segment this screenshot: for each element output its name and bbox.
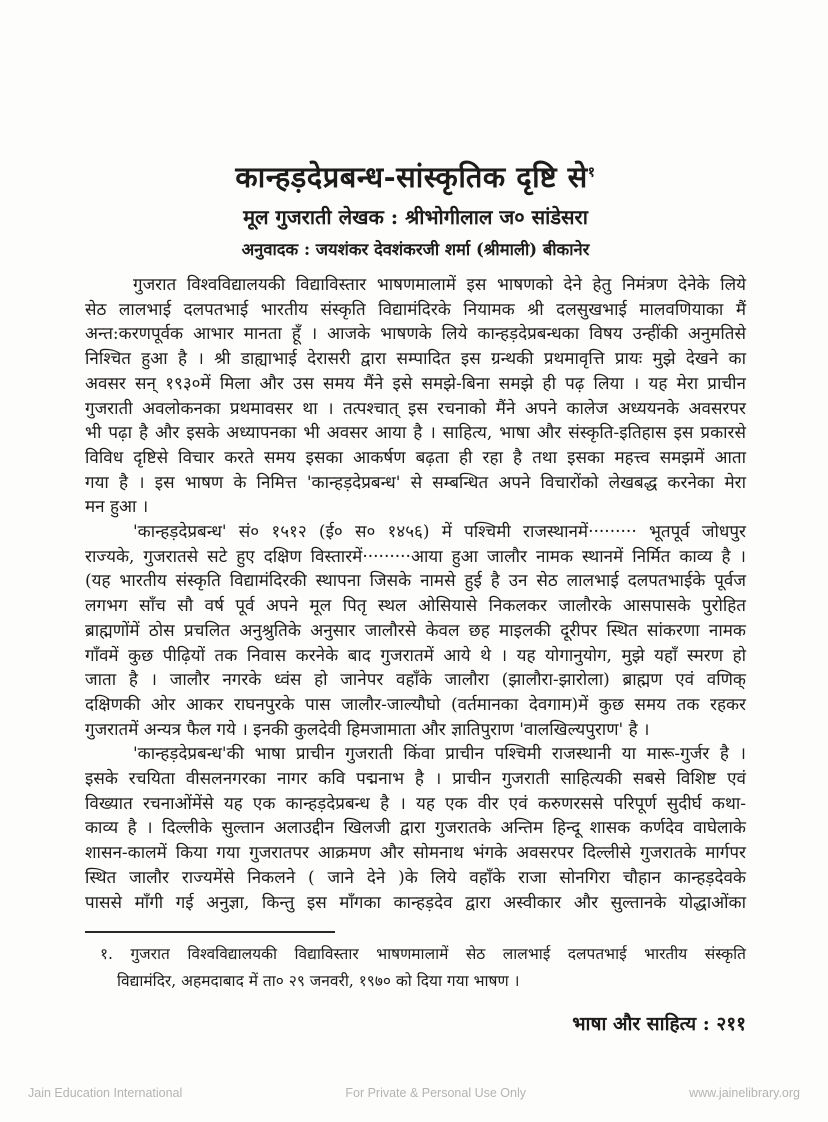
text-line: मन हुआ । <box>85 497 149 518</box>
text-line: दक्षिणकी ओर आकर राघनपुरके पास जालौर-जाल्यौघो (वर्तमानका देवगाम)में कुछ समय तक रहकर <box>85 694 746 715</box>
title-footnote-marker: १ <box>587 164 596 181</box>
text-line: शासन-कालमें किया गया गुजरातपर आक्रमण और सोमनाथ भंगके अवसरपर दिल्लीसे गुजरातके मार्गपर <box>85 843 746 864</box>
text-line: गुजरात विश्वविद्यालयकी विद्याविस्तार भाषणमालामें इस भाषणको देने हेतु निमंत्रण देनेके लिये <box>133 275 746 295</box>
text-line: अन्त:करणपूर्वक आभार मानता हूँ । आजके भाषणके लिये कान्हड़देप्रबन्धका विषय उन्हींकी अनुमतिसे <box>85 324 746 345</box>
text-line: ब्राह्मणोंमें ठोस प्रचलित अनुश्रुतिके अनुसार जालौरसे केवल छह माइलकी दूरीपर स्थित सांकरणा नामक <box>85 620 746 641</box>
text-line: भी पढ़ा है और इसके अध्यापनका भी अवसर आया है । साहित्य, भाषा और संस्कृति-इतिहास इस प्रकारसे <box>85 423 746 444</box>
scan-footer-left: Jain Education International <box>28 1086 183 1100</box>
text-line: जाता है । जालौर नगरके ध्वंस हो जानेपर वहाँके जालौरा (झालौरा-झारोला) ब्राह्मण एवं वणिक् <box>85 670 746 691</box>
scan-footer-center: For Private & Personal Use Only <box>345 1086 526 1100</box>
text-line: काव्य है । दिल्लीके सुल्तान अलाउद्दीन खिलजी द्वारा गुजरातके अन्तिम हिन्दू शासक कर्णदेव वाघेलाके <box>85 818 746 839</box>
text-line: गुजराती अवलोकनका प्रथमावसर था । तत्पश्चात् इस रचनाको मैंने अपने कालेज अध्ययनके अवसरपर <box>85 398 746 419</box>
text-line: स्थित जालौर राज्यमेंसे निकलने ( जाने देने )के लिये वहाँके राजा सोनगिरा चौहान कान्हड़देवके <box>85 867 746 888</box>
text-line: विविध दृष्टिसे विचार करते समय इसका आकर्षण बढ़ता ही रहा है तथा इसका महत्त्व समझमें आता <box>85 447 746 468</box>
text-line: अवसर सन् १९३०में मिला और उस समय मैंने इसे समझे-बिना समझे ही पढ़ लिया । यह मेरा प्राचीन <box>85 373 746 394</box>
text-line: विख्यात रचनाओंमेंसे यह एक कान्हड़देप्रबन्ध है । यह एक वीर एवं करुणरससे परिपूर्ण सुदीर्घ कथा- <box>85 793 746 814</box>
text-line: 'कान्हड़देप्रबन्ध' सं० १५१२ (ई० स० १४५६) में पश्चिमी राजस्थानमें········· भूतपूर्व जोधपुर <box>133 522 746 543</box>
text-line: 'कान्हड़देप्रबन्ध'की भाषा प्राचीन गुजराती किंवा प्राचीन पश्चिमी राजस्थानी या मारू-गुर्जर है । <box>133 744 746 765</box>
text-line: राज्यके, गुजरातसे सटे हुए दक्षिण विस्तारमें·········आया हुआ जालौर नामक स्थानमें निर्मित काव्य है । <box>85 546 746 567</box>
text-line: इसके रचयिता वीसलनगरका नागर कवि पद्मनाभ है । प्राचीन गुजराती साहित्यकी सबसे विशिष्ट एवं <box>85 769 746 790</box>
byline-translator: अनुवादक : जयशंकर देवशंकरजी शर्मा (श्रीमाली) बीकानेर <box>241 240 590 259</box>
text-line: लगभग साँच सौ वर्ष पूर्व अपने मूल पितृ स्थल ओसियासे निकलकर जालौरके आसपासके पुरोहित <box>85 596 746 617</box>
text-line: निश्चित हुआ है । श्री डाह्याभाई देरासरी द्वारा सम्पादित इस ग्रन्थकी प्रथमावृत्ति प्रायः मुझे देखने का <box>85 349 746 370</box>
footnote-separator <box>85 931 335 933</box>
text-line: सेठ लालभाई दलपतभाई भारतीय संस्कृति विद्यामंदिरके नियामक श्री दलसुखभाई मालवणियाका मैं <box>85 299 746 320</box>
page-title <box>85 158 746 196</box>
paragraph <box>85 520 746 742</box>
text-line: गाँवमें कुछ पीढ़ियों तक निवास करनेके बाद गुजरातमें आये थे । यह योगानुयोग, मुझे यहाँ स्मरण हो <box>85 645 746 666</box>
body-paragraphs <box>85 273 746 915</box>
footnote-line-1: १. गुजरात विश्वविद्यालयकी विद्याविस्तार भाषणमालामें सेठ लालभाई दलपतभाई भारतीय संस्कृति <box>100 945 746 964</box>
text-line: गया है । इस भाषण के निमित्त 'कान्हड़देप्रबन्ध' से सम्बन्धित अपने विचारोंको लेखबद्ध करनेका मेरा <box>85 472 746 493</box>
page-number: भाषा और साहित्य : २११ <box>572 1013 746 1036</box>
byline-author: मूल गुजराती लेखक : श्रीभोगीलाल ज० सांडेसरा <box>243 205 588 229</box>
text-line: (यह भारतीय संस्कृति विद्यामंदिरकी स्थापना जिसके नामसे हुई है उन सेठ लालभाई दलपतभाईके पूर्वज <box>85 571 746 592</box>
footnote-line-2: विद्यामंदिर, अहमदाबाद में ता० २९ जनवरी, १९७० को दिया गया भाषण । <box>117 972 520 991</box>
scan-footer <box>0 1086 828 1100</box>
scan-footer-right: www.jainelibrary.org <box>689 1086 800 1100</box>
page-title-text: कान्हड़देप्रबन्ध-सांस्कृतिक दृष्टि से <box>235 160 588 194</box>
page-content <box>85 158 746 1037</box>
paragraph <box>85 742 746 915</box>
paragraph <box>85 273 746 520</box>
text-line: गुजरातमें अन्यत्र फैल गये । इनकी कुलदेवी हिमजामाता और ज्ञातिपुराण 'वालखिल्यपुराण' है । <box>85 719 650 740</box>
text-line: पाससे माँगी गई अनुज्ञा, किन्तु इस माँगका कान्हड़देव द्वारा अस्वीकार और सुल्तानके योद्धाओंका <box>85 892 746 913</box>
